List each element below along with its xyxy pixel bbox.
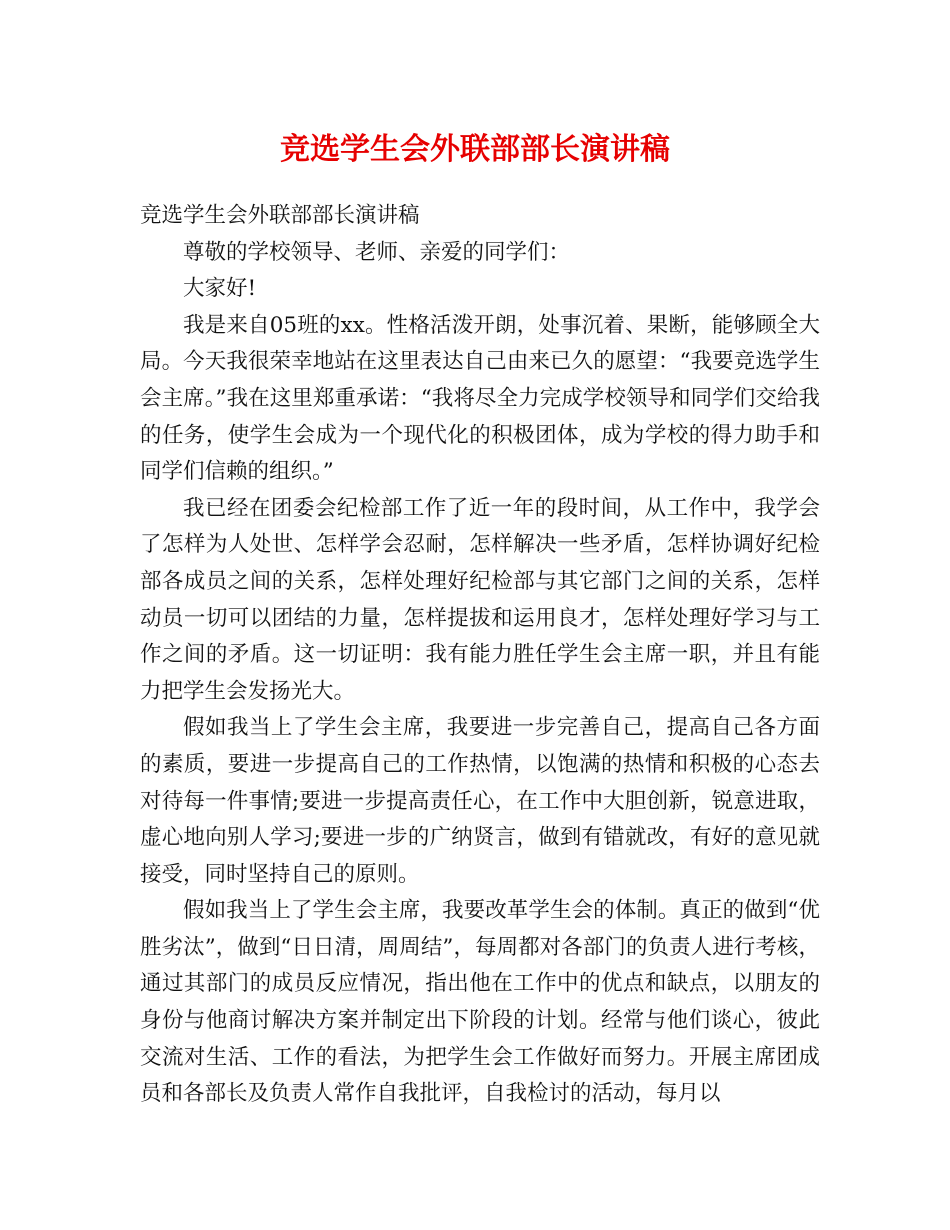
paragraph-reform: 假如我当上了学生会主席，我要改革学生会的体制。真正的做到“优胜劣汰”，做到“日日清，周周结”，每周都对各部门的负责人进行考核，通过其部门的成员反应情况，指出他在工作中的优点和缺点，以朋友的身份与他商讨解决方案并制定出下阶段的计划。经常与他们谈心，彼此交流对生活、工作的看法，为把学生会工作做好而努力。开展主席团成员和各部长及负责人常作自我批评，自我检讨的活动，每月以: [140, 898, 820, 1107]
paragraph-heading: 竞选学生会外联部部长演讲稿: [140, 203, 420, 228]
paragraph-experience: 我已经在团委会纪检部工作了近一年的段时间，从工作中，我学会了怎样为人处世、怎样学会忍耐，怎样解决一些矛盾，怎样协调好纪检部各成员之间的关系，怎样处理好纪检部与其它部门之间的关系，怎样动员一切可以团结的力量，怎样提拔和运用良才，怎样处理好学习与工作之间的矛盾。这一切证明：我有能力胜任学生会主席一职，并且有能力把学生会发扬光大。: [140, 495, 820, 704]
document-title: 竞选学生会外联部部长演讲稿: [280, 132, 670, 167]
paragraph-salutation: 尊敬的学校领导、老师、亲爱的同学们：: [183, 239, 571, 265]
paragraph-introduction: 我是来自05班的xx。性格活泼开朗，处事沉着、果断，能够顾全大局。今天我很荣幸地站在这里表达自己由来已久的愿望：“我要竞选学生会主席。”我在这里郑重承诺：“我将尽全力完成学校领导和同学们交给我的任务，使学生会成为一个现代化的积极团体，成为学校的得力助手和同学们信赖的组织。”: [140, 312, 820, 485]
paragraph-self-improvement: 假如我当上了学生会主席，我要进一步完善自己，提高自己各方面的素质，要进一步提高自己的工作热情，以饱满的热情和积极的心态去对待每一件事情;要进一步提高责任心，在工作中大胆创新，锐意进取，虚心地向别人学习;要进一步的广纳贤言，做到有错就改，有好的意见就接受，同时坚持自己的原则。: [140, 715, 820, 887]
paragraph-greeting: 大家好!: [183, 276, 257, 302]
document-body: [140, 198, 820, 1113]
